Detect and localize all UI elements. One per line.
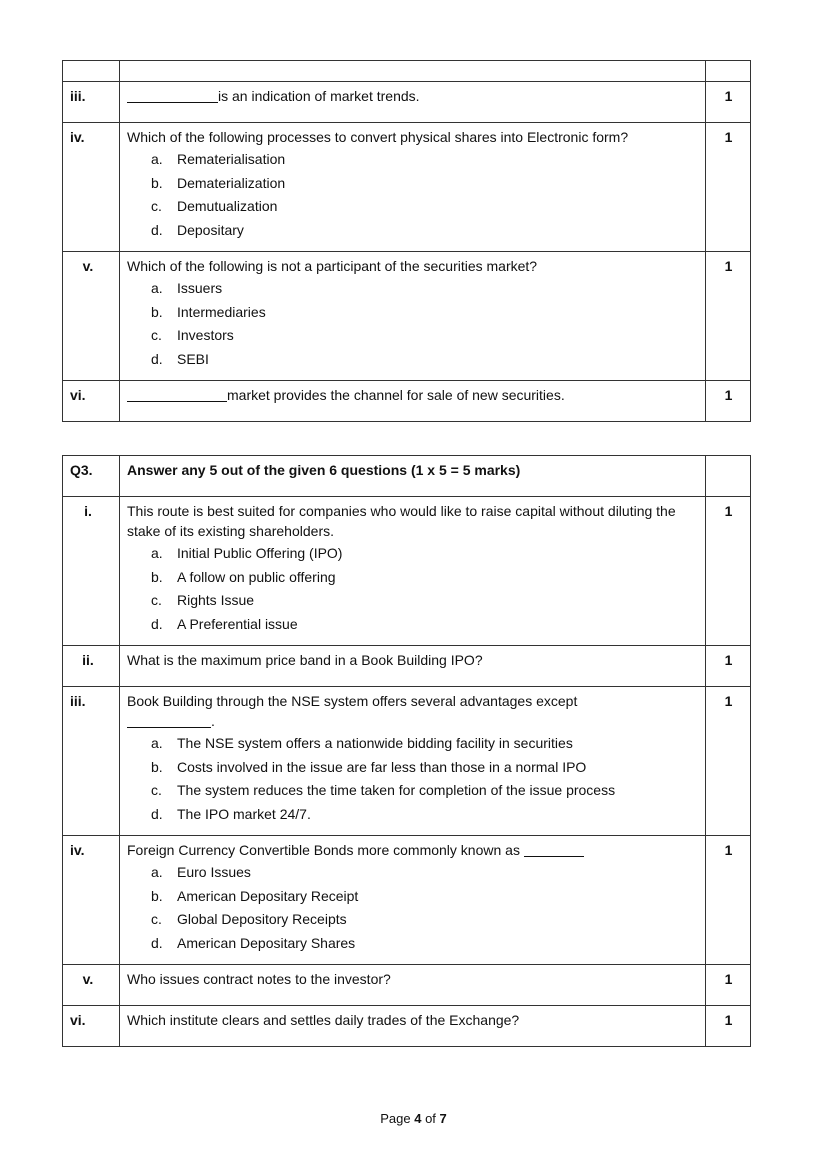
question-number: iii. bbox=[63, 82, 120, 123]
table-row bbox=[63, 646, 751, 687]
options-list bbox=[127, 277, 699, 371]
option: d. A Preferential issue bbox=[151, 615, 298, 632]
question-text: Book Building through the NSE system offers several advantages except bbox=[127, 693, 578, 709]
question-cell bbox=[120, 123, 706, 252]
section-number: Q3. bbox=[63, 456, 120, 497]
option: a. The NSE system offers a nationwide bidding facility in securities bbox=[151, 735, 573, 751]
option: c. Demutualization bbox=[151, 198, 278, 214]
question-cell bbox=[120, 836, 706, 965]
option: b. Dematerialization bbox=[151, 174, 286, 191]
question-text: Foreign Currency Convertible Bonds more commonly known as bbox=[127, 840, 699, 860]
fill-blank bbox=[127, 88, 218, 103]
options-list bbox=[127, 542, 699, 636]
question-text: Which institute clears and settles daily trades of the Exchange? bbox=[120, 1006, 706, 1047]
option: c. The system reduces the time taken for completion of the issue process bbox=[151, 782, 616, 798]
question-text: Which of the following processes to convert physical shares into Electronic form? bbox=[127, 129, 629, 145]
marks: 1 bbox=[706, 646, 751, 687]
question-table-2 bbox=[62, 455, 751, 1047]
option: c. Rights Issue bbox=[151, 592, 255, 608]
marks: 1 bbox=[706, 252, 751, 381]
options-list bbox=[127, 148, 699, 242]
fill-blank bbox=[127, 387, 227, 402]
marks: 1 bbox=[706, 381, 751, 422]
marks: 1 bbox=[706, 1006, 751, 1047]
option: c. Investors bbox=[151, 327, 234, 343]
question-number: vi. bbox=[63, 381, 120, 422]
section-instruction: Answer any 5 out of the given 6 questions (1 x 5 = 5 marks) bbox=[120, 456, 706, 497]
marks: 1 bbox=[706, 123, 751, 252]
option: d. The IPO market 24/7. bbox=[151, 805, 311, 822]
option: d. American Depositary Shares bbox=[151, 934, 356, 951]
option: b. Intermediaries bbox=[151, 303, 266, 320]
option: a. Issuers bbox=[151, 280, 223, 296]
question-cell bbox=[120, 497, 706, 646]
question-blank-line: . bbox=[127, 711, 699, 731]
question-number: vi. bbox=[63, 1006, 120, 1047]
option: b. Costs involved in the issue are far less than those in a normal IPO bbox=[151, 758, 587, 775]
table-row bbox=[63, 61, 751, 82]
option: a. Initial Public Offering (IPO) bbox=[151, 545, 343, 561]
marks: 1 bbox=[706, 82, 751, 123]
table-row bbox=[63, 123, 751, 252]
table-row bbox=[63, 965, 751, 1006]
fill-blank bbox=[127, 713, 211, 728]
question-number: iii. bbox=[63, 687, 120, 836]
marks: 1 bbox=[706, 965, 751, 1006]
table-row bbox=[63, 836, 751, 965]
option: b. American Depositary Receipt bbox=[151, 887, 359, 904]
question-number: v. bbox=[63, 965, 120, 1006]
table-row bbox=[63, 381, 751, 422]
marks: 1 bbox=[706, 497, 751, 646]
table-row bbox=[63, 82, 751, 123]
table-row bbox=[63, 687, 751, 836]
question-text: market provides the channel for sale of new securities. bbox=[120, 381, 706, 422]
question-number: ii. bbox=[63, 646, 120, 687]
option: a. Rematerialisation bbox=[151, 151, 286, 167]
marks: 1 bbox=[706, 687, 751, 836]
question-table-1 bbox=[62, 60, 751, 422]
option: b. A follow on public offering bbox=[151, 568, 336, 585]
option: a. Euro Issues bbox=[151, 864, 251, 880]
current-page: 4 bbox=[414, 1111, 422, 1126]
options-list bbox=[127, 861, 699, 955]
question-cell bbox=[120, 687, 706, 836]
page-footer: Page 4 of 7 bbox=[380, 1111, 447, 1126]
question-text: This route is best suited for companies who would like to raise capital without diluting the stake of its existing shareholders. bbox=[127, 503, 676, 539]
question-text: Which of the following is not a participant of the securities market? bbox=[127, 258, 538, 274]
question-number: i. bbox=[63, 497, 120, 646]
table-row bbox=[63, 1006, 751, 1047]
question-text: is an indication of market trends. bbox=[120, 82, 706, 123]
option: c. Global Depository Receipts bbox=[151, 911, 347, 927]
options-list bbox=[127, 732, 699, 826]
question-text: Who issues contract notes to the investor? bbox=[120, 965, 706, 1006]
option: d. Depositary bbox=[151, 221, 244, 238]
fill-blank bbox=[524, 842, 584, 857]
question-number: iv. bbox=[63, 123, 120, 252]
table-row bbox=[63, 252, 751, 381]
question-number: v. bbox=[63, 252, 120, 381]
total-pages: 7 bbox=[439, 1111, 447, 1126]
question-number: iv. bbox=[63, 836, 120, 965]
option: d. SEBI bbox=[151, 350, 209, 367]
question-cell bbox=[120, 252, 706, 381]
question-text: What is the maximum price band in a Book Building IPO? bbox=[120, 646, 706, 687]
table-row bbox=[63, 497, 751, 646]
table-header-row bbox=[63, 456, 751, 497]
marks: 1 bbox=[706, 836, 751, 965]
